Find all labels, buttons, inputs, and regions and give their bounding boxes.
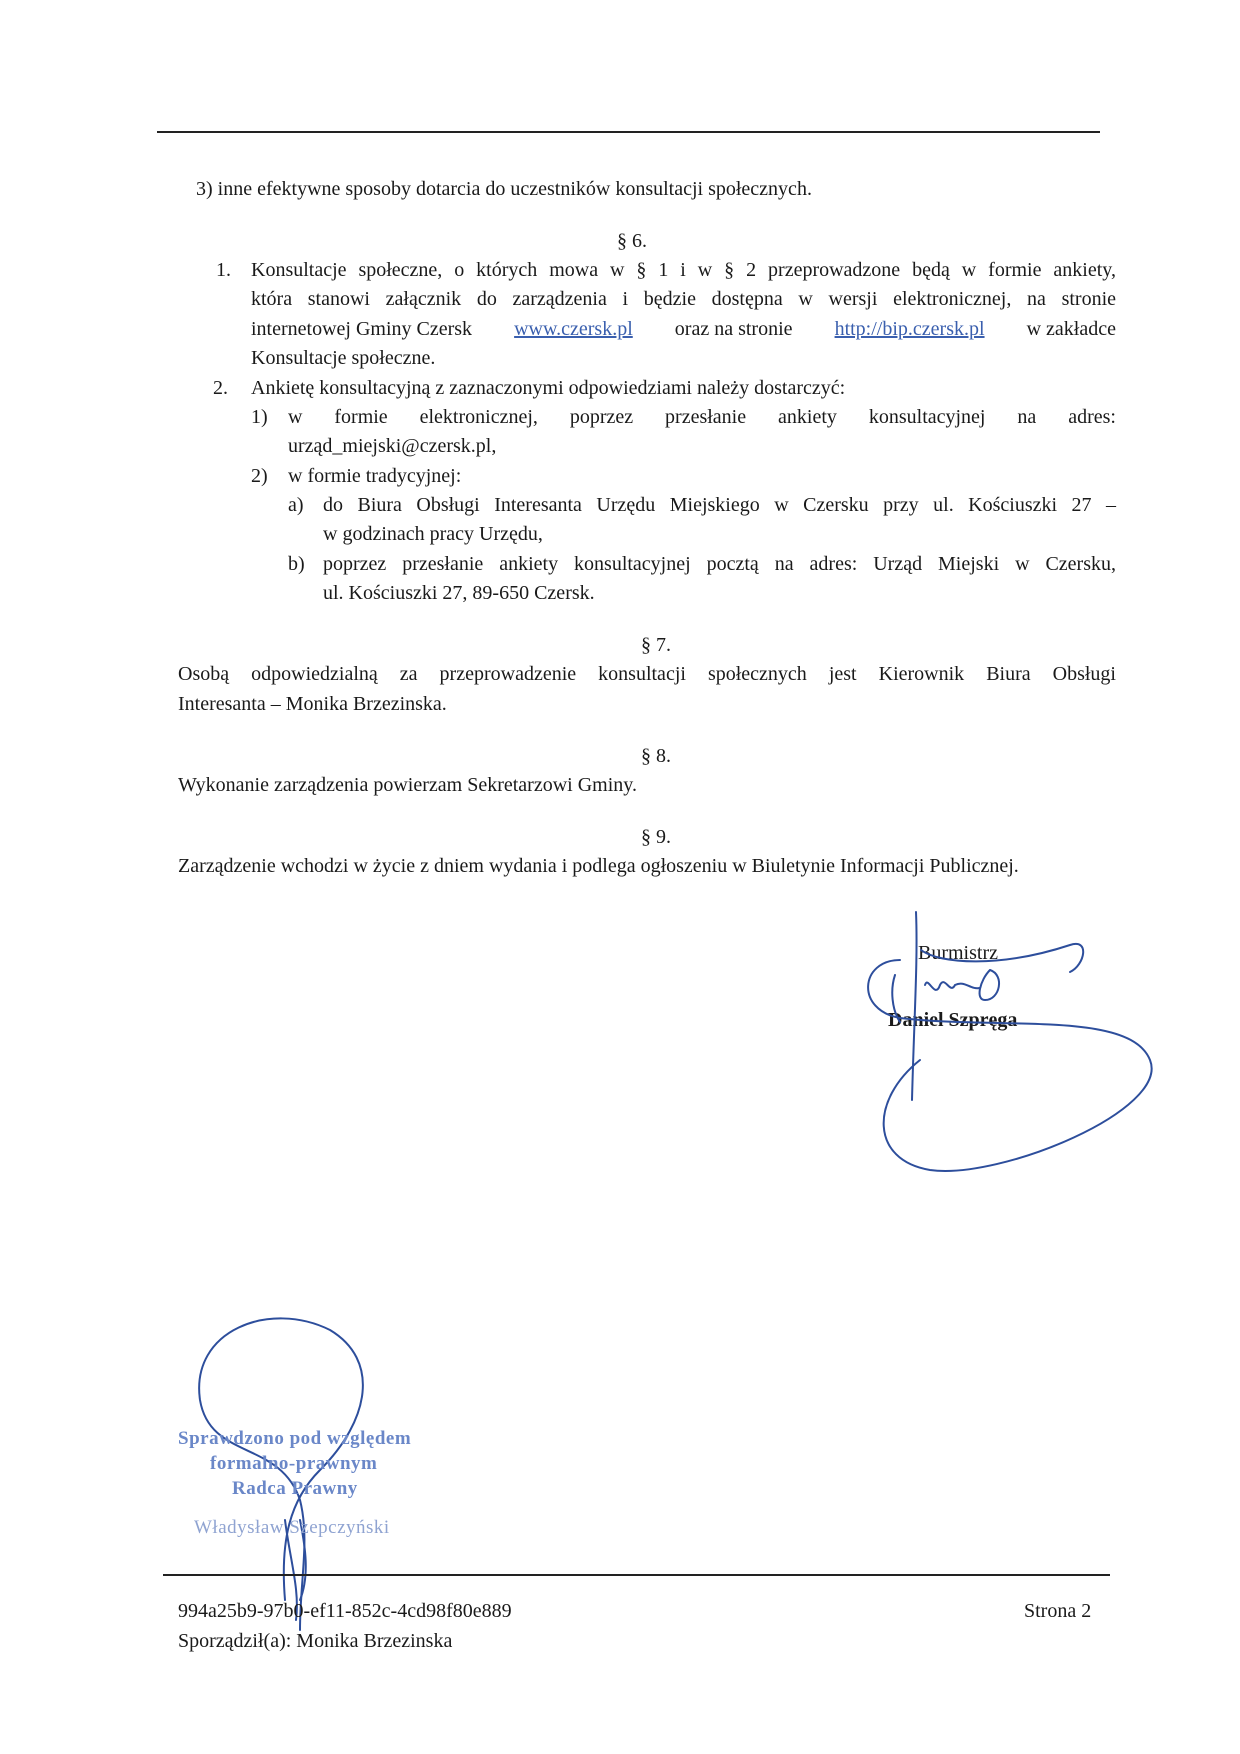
s6-item2-text: w formie tradycyjnej: bbox=[288, 465, 462, 487]
s6-p1-line4: Konsultacje społeczne. bbox=[251, 347, 436, 369]
stamp-line-3: Radca Prawny bbox=[232, 1478, 358, 1499]
s6-item1-number: 1) bbox=[251, 406, 268, 428]
s7-line2: Interesanta – Monika Brzezinska. bbox=[178, 693, 447, 715]
section-8-heading: § 8. bbox=[641, 745, 671, 767]
s6-p1-line3-a: internetowej Gminy Czersk bbox=[251, 318, 473, 340]
s6-item2a-letter: a) bbox=[288, 494, 304, 516]
intro-list-item: 3) inne efektywne sposoby dotarcia do uczestników konsultacji społecznych. bbox=[196, 178, 812, 200]
s6-item2-number: 2) bbox=[251, 465, 268, 487]
s6-item1-line2: urząd_miejski@czersk.pl, bbox=[288, 435, 497, 457]
czersk-website-link[interactable]: www.czersk.pl bbox=[514, 318, 633, 340]
s6-item2b-letter: b) bbox=[288, 553, 305, 575]
footer-rule bbox=[163, 1574, 1110, 1576]
s6-p1-number: 1. bbox=[216, 259, 231, 281]
prepared-by: Sporządził(a): Monika Brzezinska bbox=[178, 1630, 453, 1652]
s6-p2-number: 2. bbox=[213, 377, 228, 399]
page-number: Strona 2 bbox=[1024, 1600, 1092, 1622]
s6-item2b-line1: poprzez przesłanie ankiety konsultacyjnej pocztą na adres: Urząd Miejski w Czersku, bbox=[323, 553, 1116, 575]
section-7-heading: § 7. bbox=[641, 634, 671, 656]
stamp-line-2: formalno-prawnym bbox=[210, 1453, 378, 1474]
s6-p1-line2: która stanowi załącznik do zarządzenia i będzie dostępna w wersji elektronicznej, na stronie bbox=[251, 288, 1116, 310]
bip-website-link[interactable]: http://bip.czersk.pl bbox=[834, 318, 985, 340]
s6-p2-text: Ankietę konsultacyjną z zaznaczonymi odpowiedziami należy dostarczyć: bbox=[251, 377, 846, 399]
s6-item2b-line2: ul. Kościuszki 27, 89-650 Czersk. bbox=[323, 582, 595, 604]
stamp-line-1: Sprawdzono pod względem bbox=[178, 1428, 412, 1449]
s7-line1: Osobą odpowiedzialną za przeprowadzenie konsultacji społecznych jest Kierownik Biura Obsługi bbox=[178, 663, 1116, 685]
s6-p1-line3-b: oraz na stronie bbox=[674, 318, 793, 340]
s9-text: Zarządzenie wchodzi w życie z dniem wydania i podlega ogłoszeniu w Biuletynie Informacji Publicznej. bbox=[178, 855, 1019, 877]
section-9-heading: § 9. bbox=[641, 826, 671, 848]
s6-p1-line1: Konsultacje społeczne, o których mowa w § 1 i w § 2 przeprowadzone będą w formie ankiety, bbox=[251, 259, 1116, 281]
document-id: 994a25b9-97b0-ef11-852c-4cd98f80e889 bbox=[178, 1600, 512, 1622]
s8-text: Wykonanie zarządzenia powierzam Sekretarzowi Gminy. bbox=[178, 774, 637, 796]
signature-name: Daniel Szpręga bbox=[888, 1009, 1018, 1031]
s6-p1-line3-c: w zakładce bbox=[1026, 318, 1116, 340]
stamp-line-4: Władysław Szepczyński bbox=[194, 1517, 390, 1538]
section-6-heading: § 6. bbox=[617, 230, 647, 252]
s6-item2a-line2: w godzinach pracy Urzędu, bbox=[323, 523, 543, 545]
s6-item2a-line1: do Biura Obsługi Interesanta Urzędu Miejskiego w Czersku przy ul. Kościuszki 27 – bbox=[323, 494, 1116, 516]
s6-item1-line1: w formie elektronicznej, poprzez przesłanie ankiety konsultacyjnej na adres: bbox=[288, 406, 1116, 428]
signature-title: Burmistrz bbox=[918, 942, 998, 964]
